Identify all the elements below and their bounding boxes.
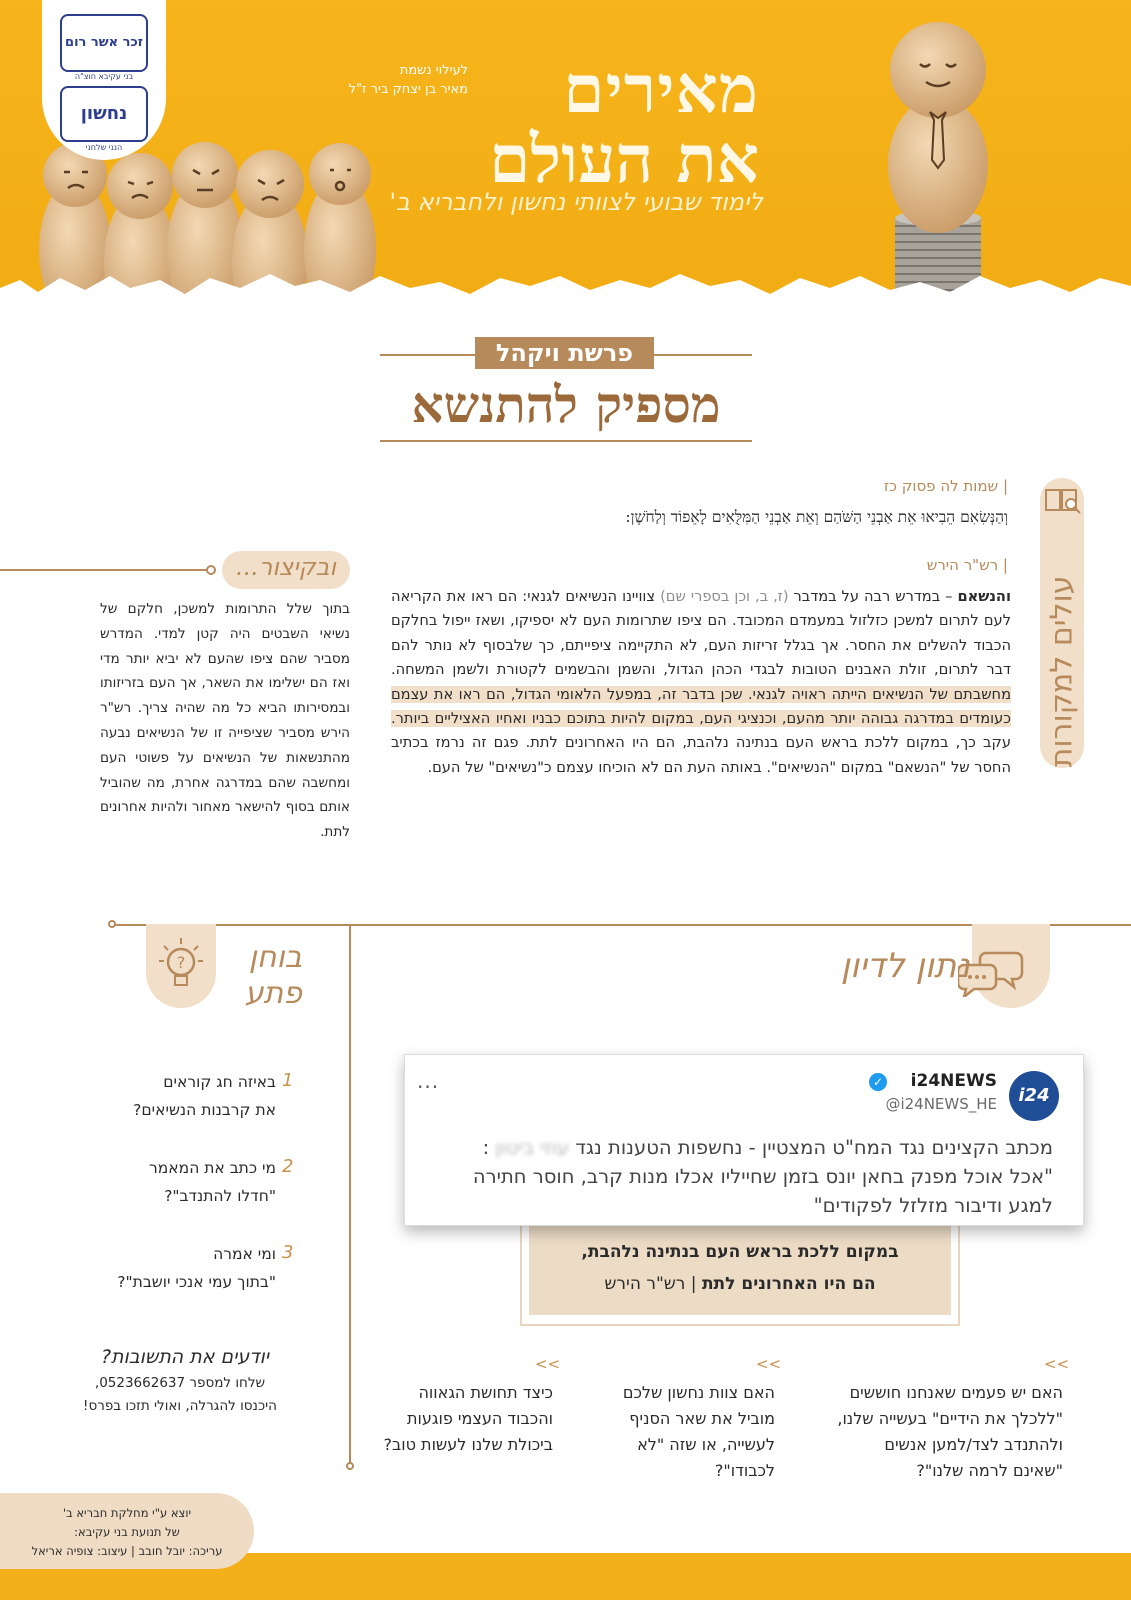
main-title-line-1: מאירים — [563, 50, 759, 128]
question-arrow: << — [535, 1355, 561, 1373]
discuss-title: נתון לדיון — [840, 946, 970, 986]
verse-source: | שמות לה פסוק כז — [883, 477, 1008, 495]
i24-avatar: i24 — [1009, 1071, 1059, 1121]
quote-box — [529, 1226, 951, 1315]
question-arrow: << — [756, 1355, 782, 1373]
tweet-card — [404, 1054, 1084, 1226]
bnei-akiva-logo: זכר אשר רום — [60, 14, 148, 72]
question-arrow: << — [1044, 1355, 1070, 1373]
title-rule-bottom — [380, 440, 752, 442]
quiz-question-3: ומי אמרה "בתוך עמי אנכי יושבת"? — [117, 1245, 276, 1291]
happy-figure — [888, 22, 988, 233]
torn-paper-edge — [0, 258, 1131, 318]
tweet-account-name: i24NEWS — [910, 1071, 997, 1091]
commentary-highlight: מחשבתם של הנשיאים הייתה ראויה לגנאי. שכן בדבר זה, במפעל הלאומי הגדול, הם ראו את עצמם כעומדים במדרגה גבוהה יותר מהעם, וכנציגי העם, במקום להיות בתוכם כבניו ואחיו האציליים ביותר. — [391, 685, 1011, 728]
quiz-question-1: באיזה חג קוראים את קרבנות הנשיאים? — [133, 1073, 276, 1119]
summary-title: ובקיצור... — [235, 553, 337, 581]
tweet-handle: @i24NEWS_HE — [885, 1095, 997, 1113]
lightbulb-question-icon — [156, 934, 206, 994]
discussion-question-2: האם צוות נחשון שלכם מוביל את שאר הסניף לעשייה, או שזה "לא לכבודו"? — [622, 1383, 775, 1480]
parasha-label: פרשת ויקהל — [475, 337, 654, 369]
main-subtitle: לימוד שבועי לצוותי נחשון ולחבריא ב' — [389, 188, 763, 216]
credit-line-1: יוצא ע"י מחלקת חבריא ב' — [62, 1506, 192, 1520]
quiz-cta-phone: שלחו למספר 0523662637, — [94, 1375, 266, 1391]
quiz-number-3: 3 — [282, 1242, 294, 1263]
blurred-name: עוזי ביטון — [495, 1136, 570, 1159]
svg-text:?: ? — [176, 953, 186, 972]
credit-line-2: של תנועת בני עקיבא: — [74, 1525, 180, 1539]
header-banner — [0, 0, 1131, 300]
book-search-icon — [1042, 484, 1082, 516]
bnei-akiva-logo-caption: בני עקיבא חוצ"ה — [74, 72, 134, 81]
quiz-cta-prize: היכנסו להגרלה, ואולי תזכו בפרס! — [83, 1398, 277, 1414]
discussion-question-3: כיצד תחושת הגאווה והכבוד העצמי פוגעות ביכולת שלנו לעשות טוב? — [383, 1383, 553, 1454]
divider-dot — [346, 1462, 354, 1470]
divider-dot — [108, 920, 116, 928]
memorial-line-1: לעילוי נשמת — [399, 63, 468, 78]
summary-rule-dot — [206, 565, 216, 575]
memorial-line-2: מאיר בן יצחק ביר ז"ל — [348, 82, 468, 97]
page-title: מספיק להתנשא — [411, 375, 721, 434]
summary-rule — [0, 569, 210, 571]
quiz-question-2: מי כתב את המאמר "חדלו להתנדב"? — [149, 1159, 276, 1205]
quote-line-2: הם היו האחרונים לתת | רש"ר הירש — [604, 1274, 876, 1294]
commentary-source: | רש"ר הירש — [926, 556, 1008, 574]
more-options-icon: ... — [417, 1069, 440, 1093]
commentary-reference: (ז, ב, וכן בספרי שם) — [660, 588, 789, 605]
tweet-text: מכתב הקצינים נגד המח"ט המצטיין - נחשפות הטענות נגד עוזי ביטון : "אכל אוכל מפנק בחאן יונס בזמן שחייליו אכלו מנות קרב, חוסר חתירה למגע ודיבור מזלזל לפקודים" — [472, 1136, 1053, 1217]
commentary-text: והנשאם – במדרש רבה על במדבר (ז, ב, וכן בספרי שם) צוויינו הנשיאים לגנאי: הם ראו את הקריאה לעם לתרום למשכן כזלזול במעמדם המכובד. הם ציפו שתרומות העם לא יספיקו, ושאז ייפול בחלקם הכבוד להשלים את החסר. אך בגלל זריזות העם, לא התקיימה ציפייתם, כך שלבסוף לא נותר להם דבר לתרום, זולת האבנים הטובות לבגדי הכהן הגדול, והשמן והבשמים לקטורת ולשמן המשחה. מחשבתם של הנשיאים הייתה ראויה לגנאי. שכן בדבר זה, במפעל הלאומי הגדול, הם ראו את עצמם כעומדים במדרגה גבוהה יותר מהעם, וכנציגי העם, במקום להיות בתוכם כבניו ואחיו האציליים ביותר. עקב כך, במקום ללכת בראש העם בנתינה נלהבת, הם היו האחרונים לתת. פגם זה נרמז בכתיב החסר של "הנשאם" במקום "הנשיאים". באותה העת הם לא הוכיחו עצמם כ"נשיאים" של העם. — [391, 588, 1011, 776]
section-divider-vertical — [349, 924, 351, 1466]
nachshon-logo-caption: הנני שלחני — [85, 143, 123, 152]
logo-card — [42, 0, 166, 160]
discussion-question-1: האם יש פעמים שאנחנו חוששים "ללכלך את הידיים" בעשייה שלנו, ולהתנדב לצד/למען אנשים "שאינם לרמה שלנו"? — [837, 1383, 1063, 1480]
quiz-number-1: 1 — [282, 1070, 294, 1091]
verified-check-icon: ✓ — [869, 1073, 887, 1091]
quiz-number-2: 2 — [282, 1156, 294, 1177]
nachshon-logo: נחשון — [60, 86, 148, 142]
commentary-keyword: והנשאם — [957, 588, 1011, 605]
sources-tab-label: עולים למקורות — [1044, 575, 1080, 768]
quiz-title: בוחן פתע — [244, 940, 302, 1011]
quiz-cta-title: יודעים את התשובות? — [100, 1346, 270, 1368]
summary-text: בתוך שלל התרומות למשכן, חלקם של נשיאי השבטים היה קטן למדי. המדרש מסביר שהם ציפו שהעם לא יביא יותר מדי ואז הם ישלימו את השאר, אך העם בזריזותו ובמסירותו הביא כל מה שהיה צריך. רש"ר הירש מסביר שציפייה זו של הנשיאים נבעה מהתנשאות של הנשיאים על פשוטי העם ומחשבה שהם במדרגה אחרת, מה שהוביל אותם בסוף להישאר מאחור ולהיות אחרונים לתת. — [100, 601, 350, 841]
quote-line-1: במקום ללכת בראש העם בנתינה נלהבת, — [581, 1242, 899, 1262]
credit-line-3: עריכה: יובל חובב | עיצוב: צופיה אריאל — [31, 1544, 223, 1558]
main-title-line-2: את העולם — [489, 120, 759, 198]
verse-text: וְהַנְּשִׂאִם הֵבִיאוּ אֵת אַבְנֵי הַשֹּׁהַם וְאֵת אַבְנֵי הַמִּלֻּאִים לָאֵפוֹד וְלַחֹשֶׁן: — [625, 508, 1008, 526]
